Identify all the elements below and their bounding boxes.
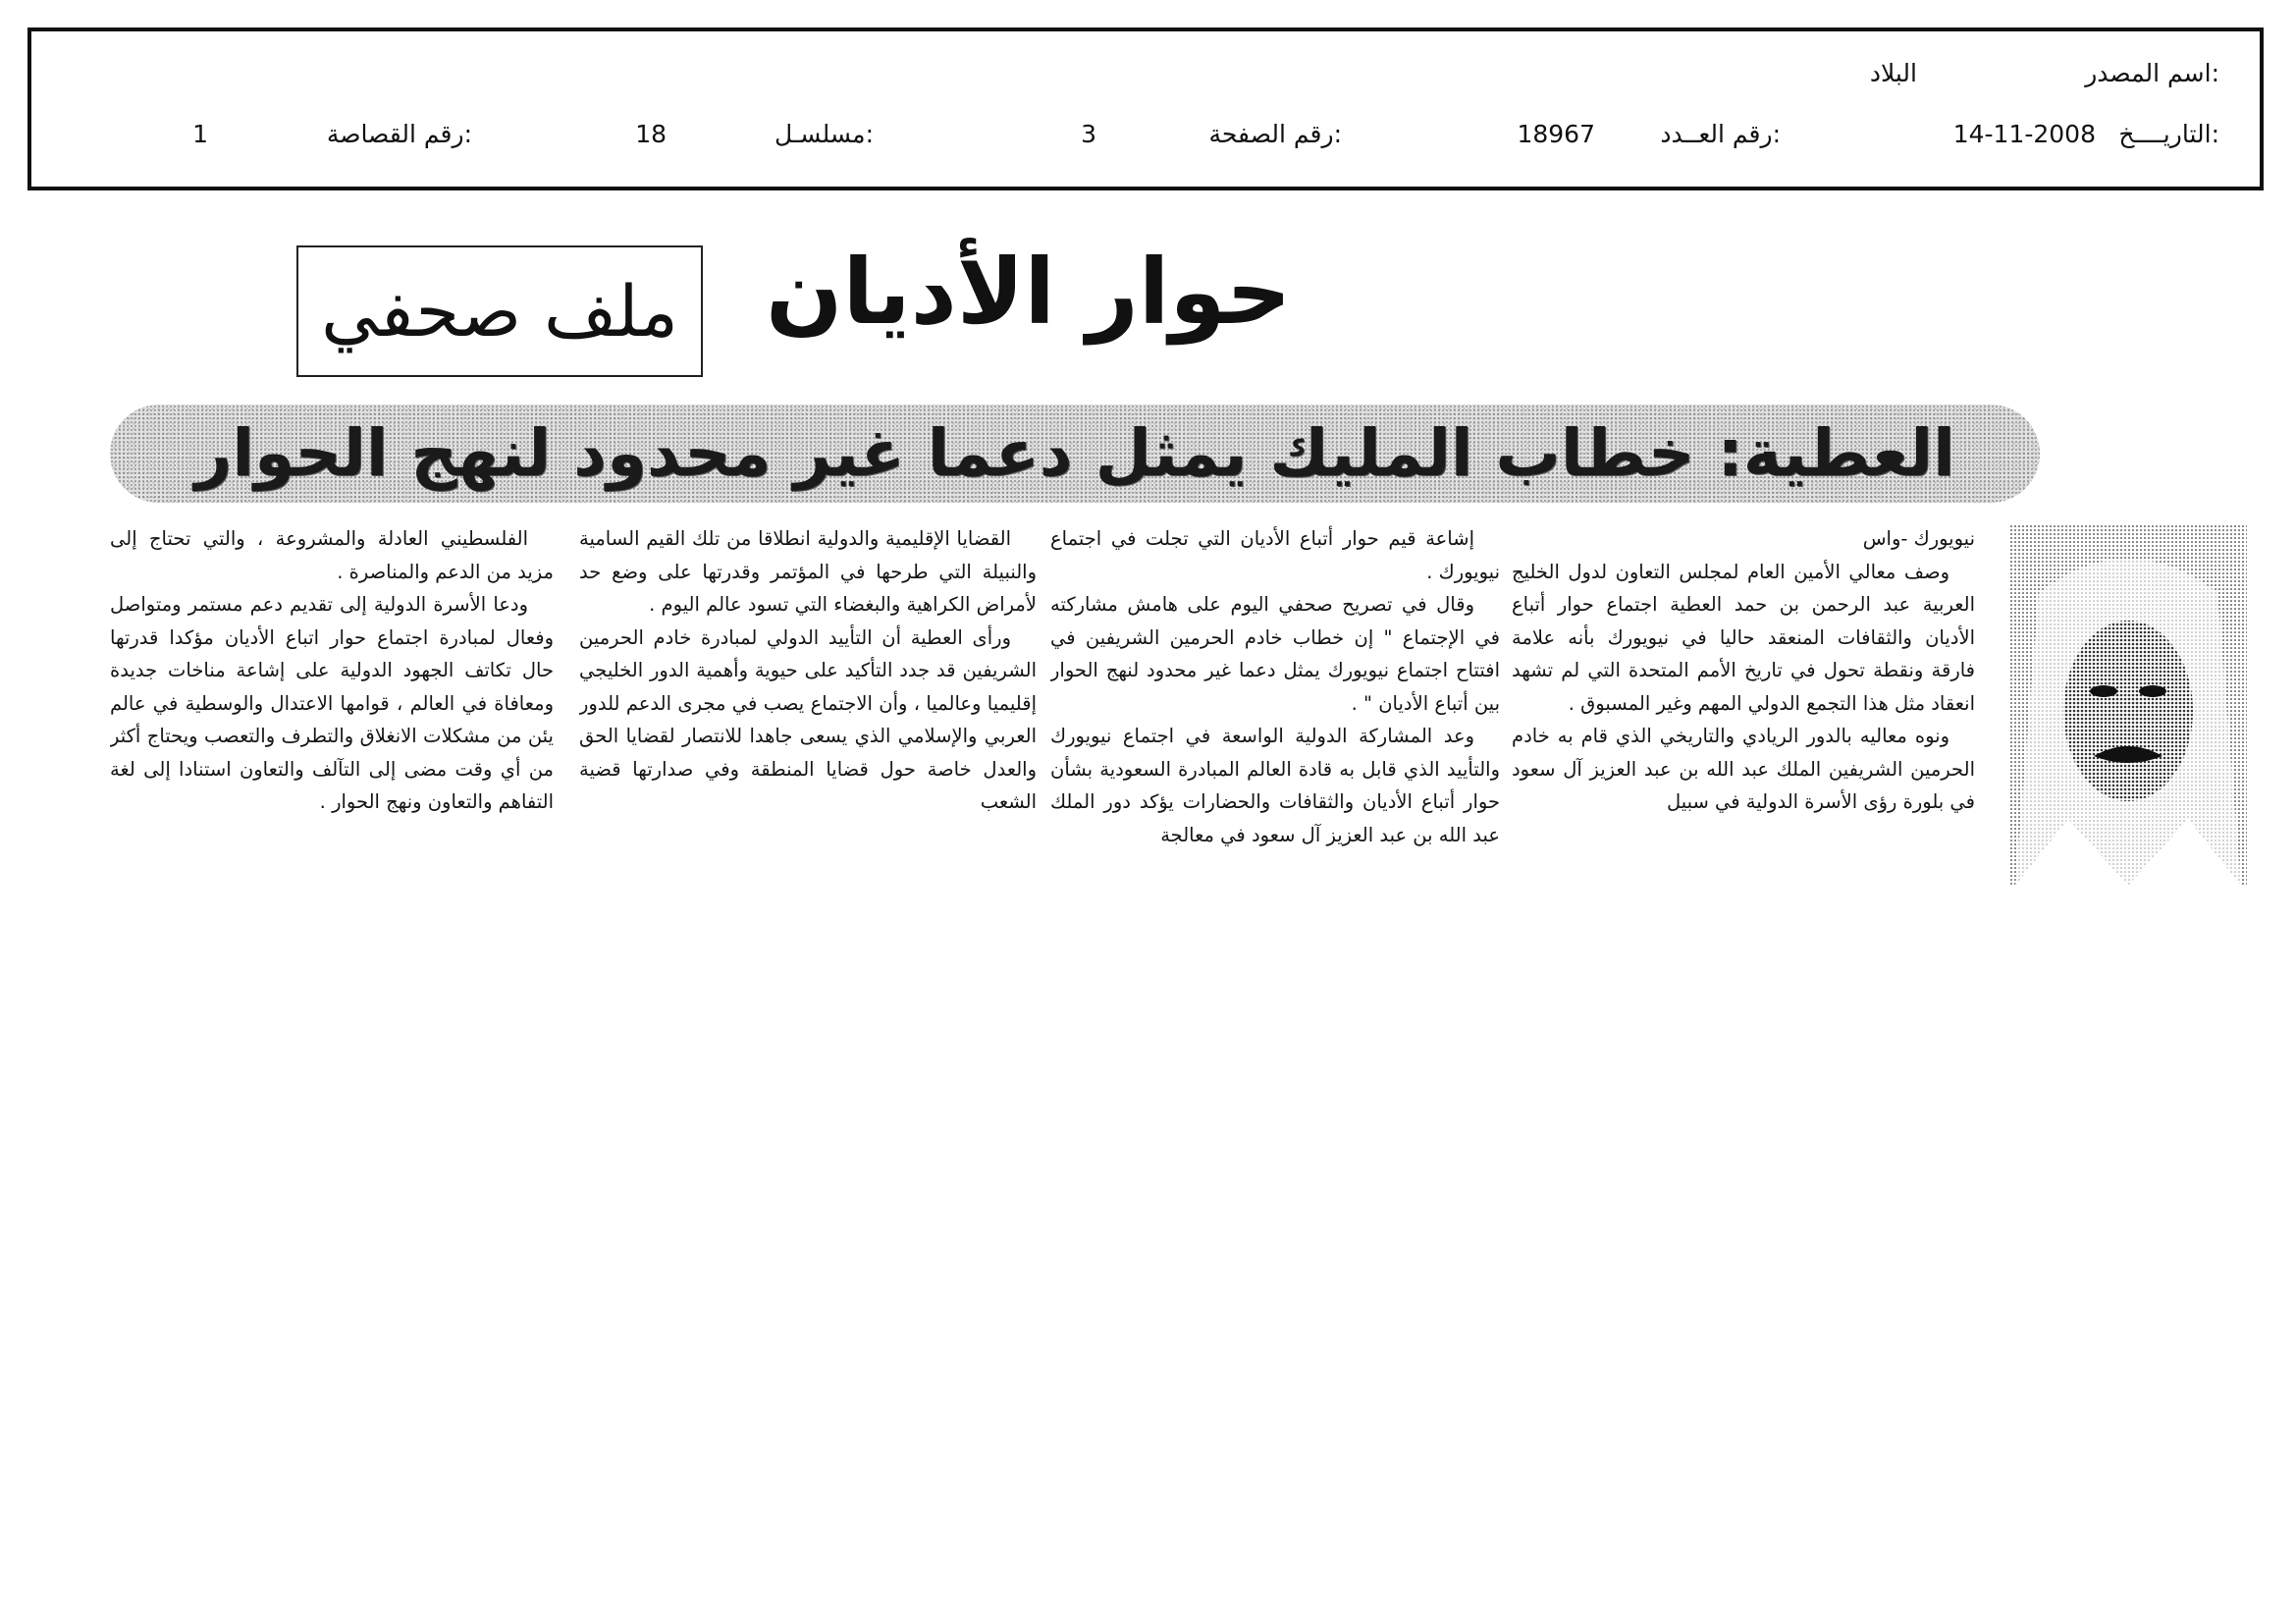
issue-label: رقم العــدد: — [1660, 120, 1781, 148]
headline: العطية: خطاب المليك يمثل دعما غير محدود لنهج الحوار — [194, 415, 1955, 491]
paragraph: ورأى العطية أن التأييد الدولي لمبادرة خادم الحرمين الشريفين قد جدد التأكيد على حيوية وأهمية الدور الخليجي إقليميا وعالميا ، وأن الاجتماع يصب في مجرى الدعم للدور العربي والإسلامي الذي يسعى جاهدا للانتصار لقضايا الحق والعدل خاصة حول قضايا المنطقة وفي صدارتها قضية الشعب — [579, 625, 1037, 813]
dateline: نيويورك -واس — [1862, 527, 1975, 550]
paragraph: وصف معالي الأمين العام لمجلس التعاون لدول الخليج العربية عبد الرحمن بن حمد العطية اجتماع حوار أتباع الأديان والثقافات المنعقد حاليا في نيويورك بأنه علامة فارقة ونقطة تحول في تاريخ الأمم المتحدة التي لم تشهد انعقاد مثل هذا التجمع الدولي المهم وغير المسبوق . — [1512, 560, 1975, 715]
source-value: البلاد — [1869, 59, 1917, 87]
portrait-photo — [2009, 524, 2247, 886]
paragraph: إشاعة قيم حوار أتباع الأديان التي تجلت في اجتماع نيويورك . — [1050, 527, 1500, 583]
clip-value: 1 — [192, 120, 208, 148]
file-label: ملف صحفي — [321, 270, 678, 352]
article-column-4 — [110, 522, 554, 893]
article-column-3 — [579, 522, 1037, 893]
file-label-box — [296, 245, 703, 377]
source-label: اسم المصدر: — [2085, 59, 2219, 87]
page-value: 3 — [1081, 120, 1096, 148]
page-label: رقم الصفحة: — [1208, 120, 1342, 148]
article-column-2 — [1050, 522, 1500, 893]
metadata-box — [27, 27, 2264, 190]
article-column-1 — [1512, 522, 1975, 893]
paragraph: ودعا الأسرة الدولية إلى تقديم دعم مستمر ومتواصل وفعال لمبادرة اجتماع حوار اتباع الأديان مؤكدا قدرتها حال تكاتف الجهود الدولية على إشاعة مناخات جديدة ومعافاة في العالم ، قوامها الاعتدال والوسطية في عالم يئن من مشكلات الانغلاق والتطرف والتعصب ويحتاج أكثر من أي وقت مضى إلى التآلف والتعاون استنادا إلى لغة التفاهم والتعاون ونهج الحوار . — [110, 593, 554, 813]
issue-value: 18967 — [1517, 120, 1595, 148]
topic-heading: حوار الأديان — [766, 240, 1292, 345]
paragraph: ونوه معاليه بالدور الريادي والتاريخي الذي قام به خادم الحرمين الشريفين الملك عبد الله بن عبد العزيز آل سعود في بلورة رؤى الأسرة الدولية في سبيل — [1512, 725, 1975, 813]
paragraph: وعد المشاركة الدولية الواسعة في اجتماع نيويورك والتأييد الذي قابل به قادة العالم المبادرة السعودية بشأن حوار أتباع الأديان والثقافات والحضارات يؤكد دور الملك عبد الله بن عبد العزيز آل سعود في معالجة — [1050, 725, 1500, 846]
headline-band — [110, 405, 2040, 503]
clip-label: رقم القصاصة: — [326, 120, 472, 148]
paragraph: وقال في تصريح صحفي اليوم على هامش مشاركته في الإجتماع " إن خطاب خادم الحرمين الشريفين في افتتاح اجتماع نيويورك يمثل دعما غير محدود لنهج الحوار بين أتباع الأديان " . — [1050, 593, 1500, 715]
paragraph: القضايا الإقليمية والدولية انطلاقا من تلك القيم السامية والنبيلة التي طرحها في المؤتمر وقدرتها على وضع حد لأمراض الكراهية والبغضاء التي تسود عالم اليوم . — [579, 527, 1037, 616]
date-value: 14-11-2008 — [1952, 120, 2096, 148]
serial-value: 18 — [635, 120, 667, 148]
date-label: التاريــــخ: — [2118, 120, 2219, 148]
paragraph: الفلسطيني العادلة والمشروعة ، والتي تحتاج إلى مزيد من الدعم والمناصرة . — [110, 527, 554, 583]
serial-label: مسلسـل: — [774, 120, 874, 148]
